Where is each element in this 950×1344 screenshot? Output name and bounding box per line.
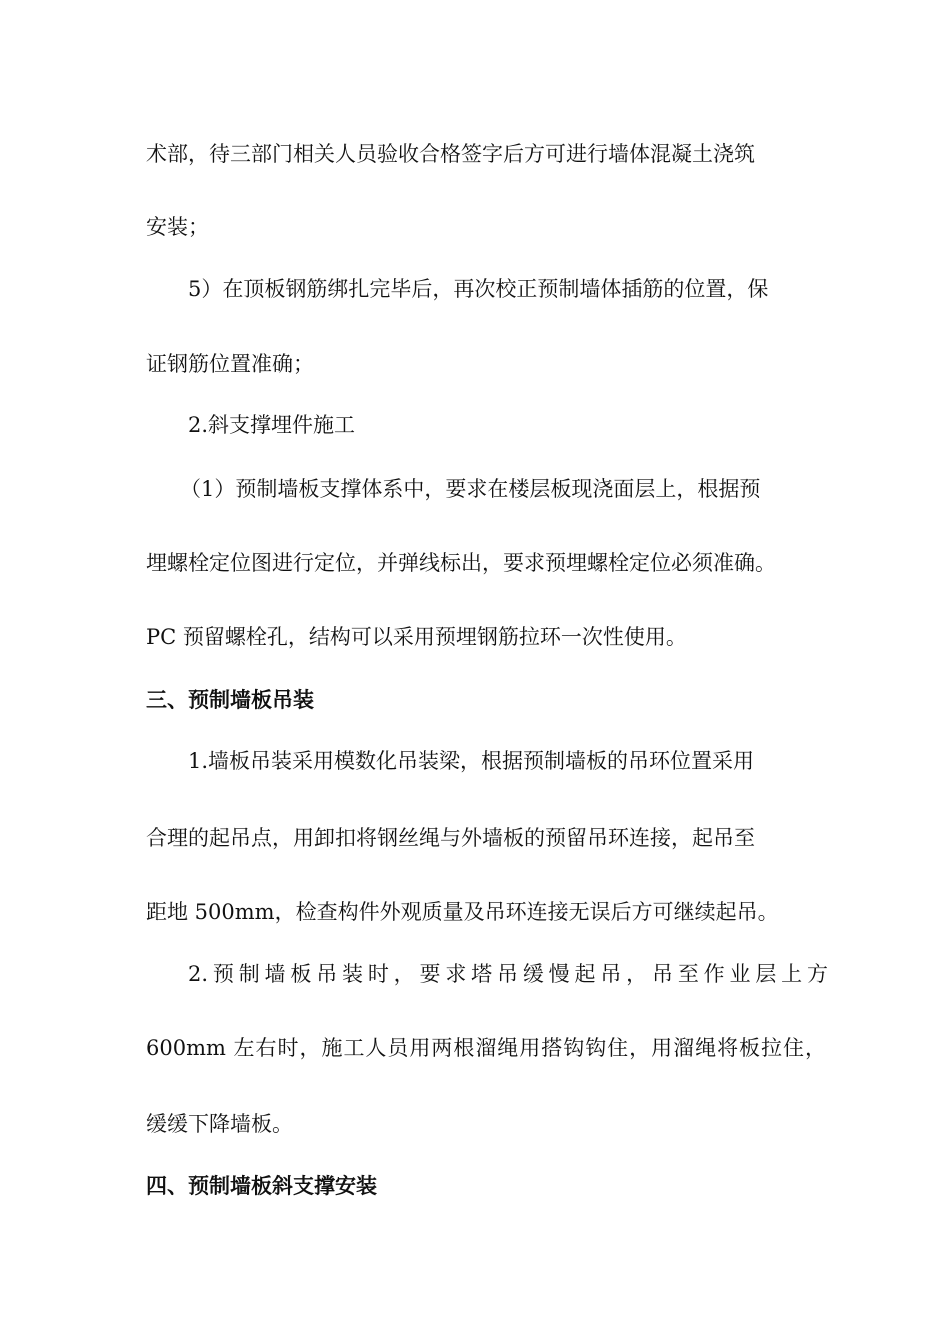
paragraph-line: 缓缓下降墙板。 (146, 1112, 293, 1136)
paragraph-line: 合理的起吊点，用卸扣将钢丝绳与外墙板的预留吊环连接，起吊至 (146, 826, 755, 850)
paragraph-line: 5）在顶板钢筋绑扎完毕后，再次校正预制墙体插筋的位置，保 (188, 277, 769, 301)
paragraph-line: 1.墙板吊装采用模数化吊装梁，根据预制墙板的吊环位置采用 (188, 749, 755, 773)
paragraph-line: 600mm 左右时，施工人员用两根溜绳用搭钩钩住，用溜绳将板拉住， (146, 1036, 826, 1060)
paragraph-line: 安装； (146, 215, 209, 239)
paragraph-line: （1）预制墙板支撑体系中，要求在楼层板现浇面层上，根据预 (180, 477, 761, 501)
paragraph-line: 埋螺栓定位图进行定位，并弹线标出，要求预埋螺栓定位必须准确。 (146, 551, 776, 575)
paragraph-line: 距地 500mm，检查构件外观质量及吊环连接无误后方可继续起吊。 (146, 900, 779, 924)
paragraph-line: 2.预制墙板吊装时，要求塔吊缓慢起吊，吊至作业层上方 (188, 962, 828, 986)
section-heading: 四、预制墙板斜支撑安装 (146, 1174, 377, 1198)
paragraph-line: PC 预留螺栓孔，结构可以采用预埋钢筋拉环一次性使用。 (146, 625, 687, 649)
subsection-heading: 2.斜支撑埋件施工 (188, 413, 356, 437)
paragraph-line: 术部，待三部门相关人员验收合格签字后方可进行墙体混凝土浇筑 (146, 142, 755, 166)
paragraph-line: 证钢筋位置准确； (146, 352, 314, 376)
section-heading: 三、预制墙板吊装 (146, 688, 314, 712)
